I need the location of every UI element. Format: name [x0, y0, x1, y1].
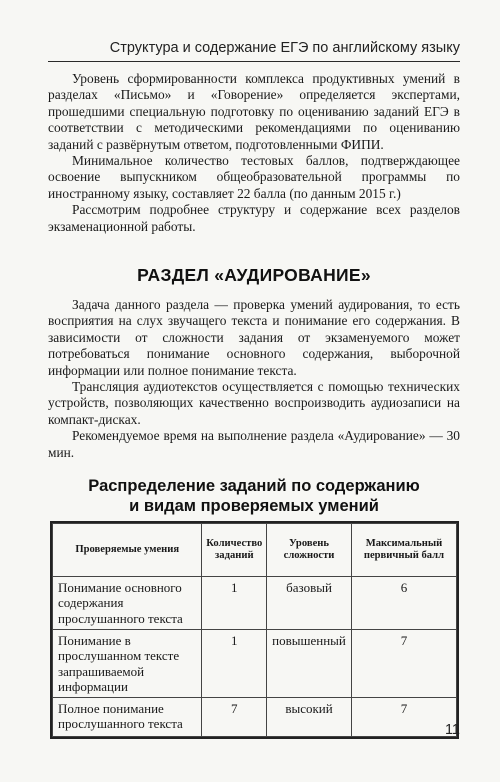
- cell-count: 1: [202, 630, 267, 698]
- table-title-line: Распределение заданий по содержанию: [88, 477, 420, 495]
- paragraph: Рассмотрим подробнее структуру и содержание всех разделов экзаменационной работы.: [48, 202, 460, 234]
- cell-count: 1: [202, 577, 267, 630]
- section-heading: РАЗДЕЛ «АУДИРОВАНИЕ»: [137, 265, 371, 285]
- cell-level: повышенный: [267, 630, 352, 698]
- cell-skill: Понимание основного содержания прослушанного текста: [53, 577, 202, 630]
- task-distribution-table: [50, 521, 459, 739]
- table-row: [53, 577, 457, 630]
- cell-count: 7: [202, 698, 267, 737]
- table-title: [48, 476, 460, 516]
- cell-level: высокий: [267, 698, 352, 737]
- column-header-level: Уровень сложности: [267, 524, 352, 577]
- cell-level: базовый: [267, 577, 352, 630]
- running-head: Структура и содержание ЕГЭ по английскому языку: [109, 40, 460, 56]
- cell-max-score: 6: [351, 577, 456, 630]
- header-rule: [48, 61, 460, 62]
- column-header-max-score: Максимальный первичный балл: [351, 524, 456, 577]
- table-row: [53, 698, 457, 737]
- cell-max-score: 7: [351, 630, 456, 698]
- paragraph: Задача данного раздела — проверка умений аудирования, то есть восприятия на слух звучащего текста и понимание его содержания. В зависимости от сложности задания от экзаменуемого может потребоваться понимание основного содержания, выборочной информации или полное понимание текста.: [48, 297, 460, 378]
- column-header-skills: Проверяемые умения: [53, 524, 202, 577]
- table-row: [53, 630, 457, 698]
- cell-skill: Понимание в прослушанном тексте запрашиваемой информации: [53, 630, 202, 698]
- paragraph: Рекомендуемое время на выполнение раздела «Аудирование» — 30 мин.: [48, 428, 460, 460]
- paragraph: Уровень сформированности комплекса продуктивных умений в разделах «Письмо» и «Говорение» определяется экспертами, прошедшими специальную подготовку по оцениванию заданий ЕГЭ в соответствии с методическими рекомендациями по оцениванию заданий с развёрнутым ответом, подготовленными ФИПИ.: [48, 71, 460, 152]
- table-header-row: [53, 524, 457, 577]
- column-header-count: Количество заданий: [202, 524, 267, 577]
- intro-text: [48, 71, 460, 235]
- cell-max-score: 7: [351, 698, 456, 737]
- paragraph: Минимальное количество тестовых баллов, подтверждающее освоение выпускником общеобразовательной программы по иностранному языку, составляет 22 балла (по данным 2015 г.): [48, 153, 460, 201]
- cell-skill: Полное понимание прослушанного текста: [53, 698, 202, 737]
- paragraph: Трансляция аудиотекстов осуществляется с помощью технических устройств, позволяющих качественно воспроизводить аудиозаписи на компакт-дисках.: [48, 379, 460, 427]
- page-number: 11: [444, 722, 460, 738]
- table-title-line: и видам проверяемых умений: [129, 497, 379, 515]
- section-text: [48, 297, 460, 461]
